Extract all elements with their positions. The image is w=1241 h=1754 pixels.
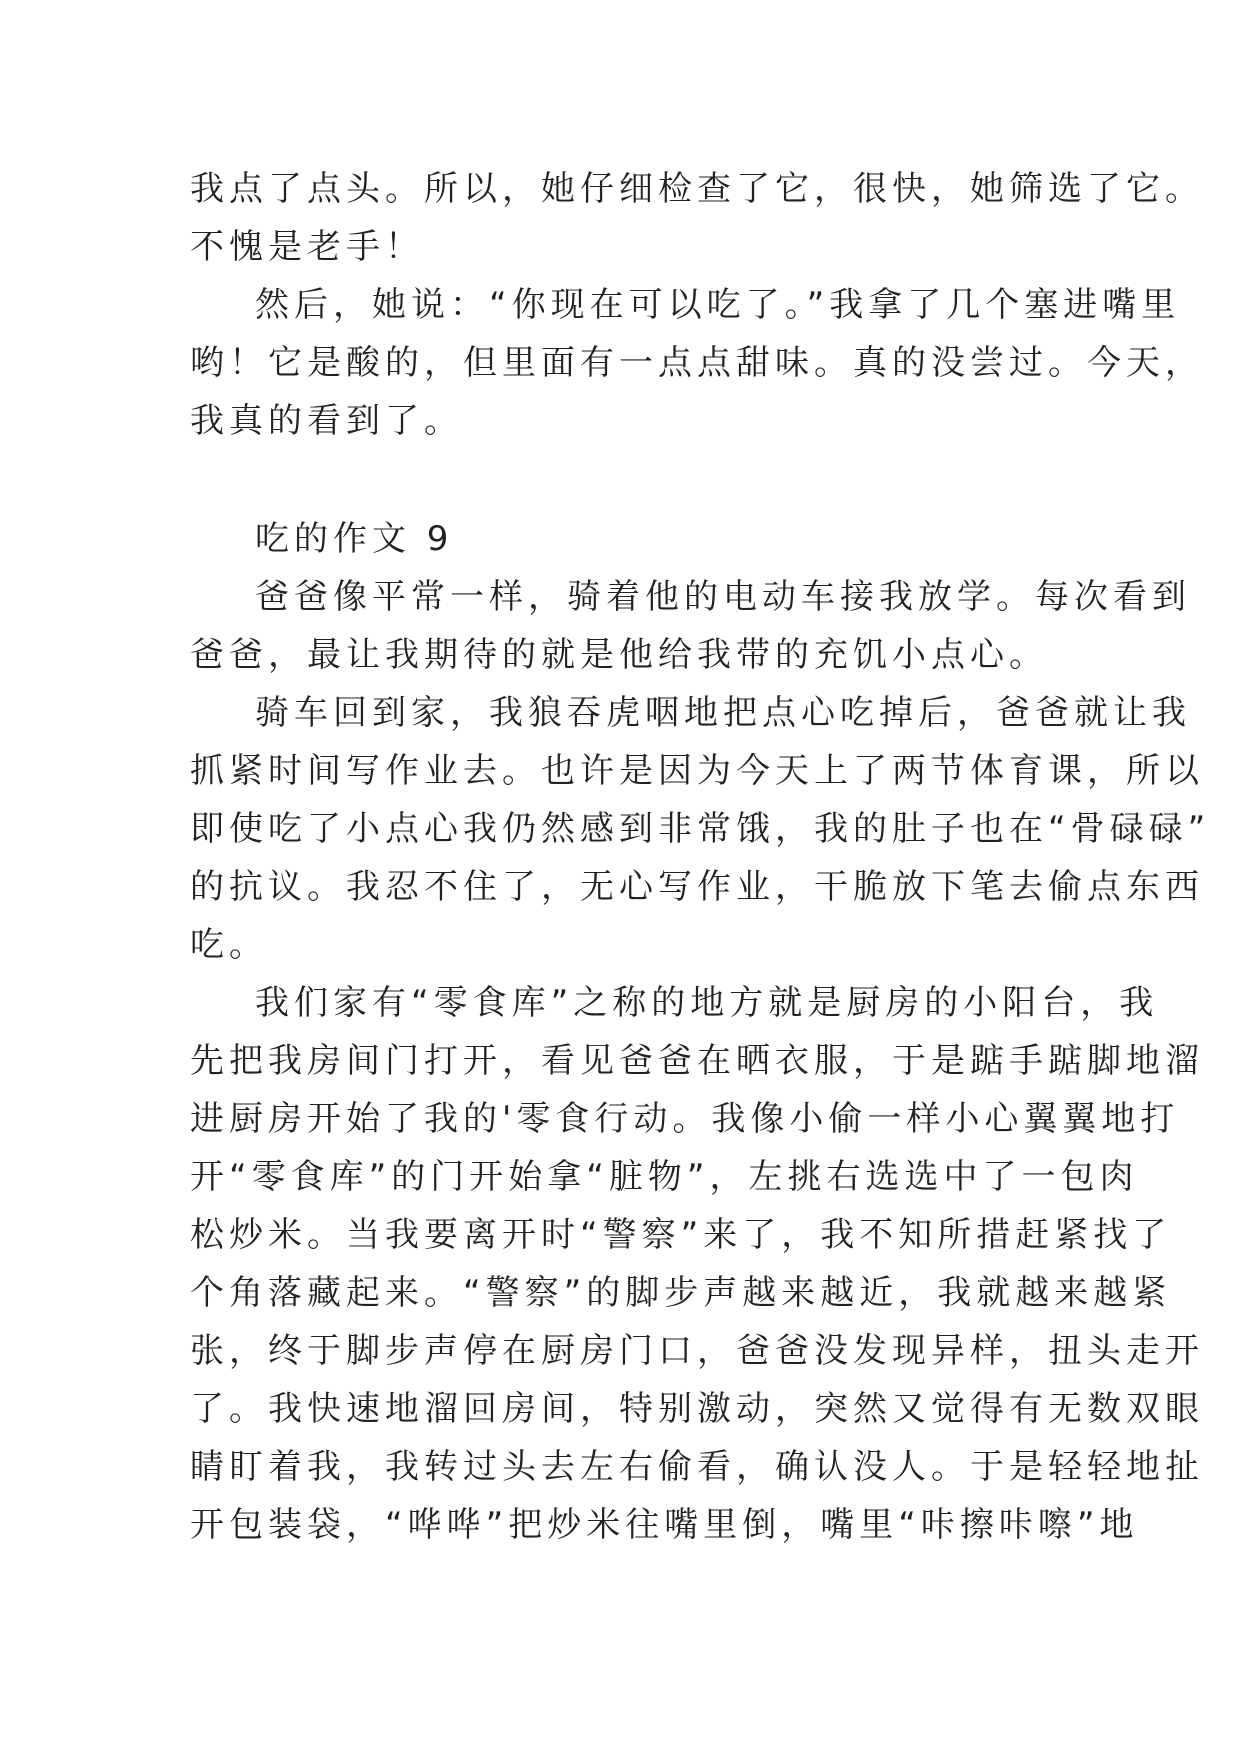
text-line: 爸爸，最让我期待的就是他给我带的充饥小点心。 — [190, 635, 1048, 675]
text-line: 然后，她说：“你现在可以吃了。”我拿了几个塞进嘴里 — [255, 285, 1181, 325]
text-line: 开包装袋，“哗哗”把炒米往嘴里倒，嘴里“咔擦咔嚓”地 — [190, 1505, 1139, 1545]
text-line: 我真的看到了。 — [190, 401, 463, 441]
text-line: 即使吃了小点心我仍然感到非常饿，我的肚子也在“骨碌碌” — [190, 809, 1211, 849]
text-line: 先把我房间门打开，看见爸爸在晒衣服，于是踮手踮脚地溜 — [190, 1041, 1204, 1081]
text-line: 我们家有“零食库”之称的地方就是厨房的小阳台，我 — [255, 983, 1159, 1023]
text-line: 不愧是老手！ — [190, 227, 424, 267]
text-line: 的抗议。我忍不住了，无心写作业，干脆放下笔去偷点东西 — [190, 867, 1204, 907]
text-line: 松炒米。当我要离开时“警察”来了，我不知所措赶紧找了 — [190, 1215, 1172, 1255]
text-line: 吃。 — [190, 925, 268, 965]
text-line: 骑车回到家，我狼吞虎咽地把点心吃掉后，爸爸就让我 — [255, 693, 1191, 733]
text-line: 我点了点头。所以，她仔细检查了它，很快，她筛选了它。 — [190, 169, 1204, 209]
text-line: 睛盯着我，我转过头去左右偷看，确认没人。于是轻轻地扯 — [190, 1447, 1204, 1487]
text-line: 爸爸像平常一样，骑着他的电动车接我放学。每次看到 — [255, 577, 1191, 617]
section-heading: 吃的作文 9 — [255, 519, 454, 559]
text-line: 张，终于脚步声停在厨房门口，爸爸没发现异样，扭头走开 — [190, 1331, 1204, 1371]
text-line: 哟！它是酸的，但里面有一点点甜味。真的没尝过。今天， — [190, 343, 1204, 383]
text-line: 抓紧时间写作业去。也许是因为今天上了两节体育课，所以 — [190, 751, 1204, 791]
text-line: 了。我快速地溜回房间，特别激动，突然又觉得有无数双眼 — [190, 1389, 1204, 1429]
text-line: 进厨房开始了我的'零食行动。我像小偷一样小心翼翼地打 — [190, 1099, 1180, 1139]
text-line: 个角落藏起来。“警察”的脚步声越来越近，我就越来越紧 — [190, 1273, 1172, 1313]
text-line: 开“零食库”的门开始拿“脏物”，左挑右选选中了一包肉 — [190, 1157, 1139, 1197]
